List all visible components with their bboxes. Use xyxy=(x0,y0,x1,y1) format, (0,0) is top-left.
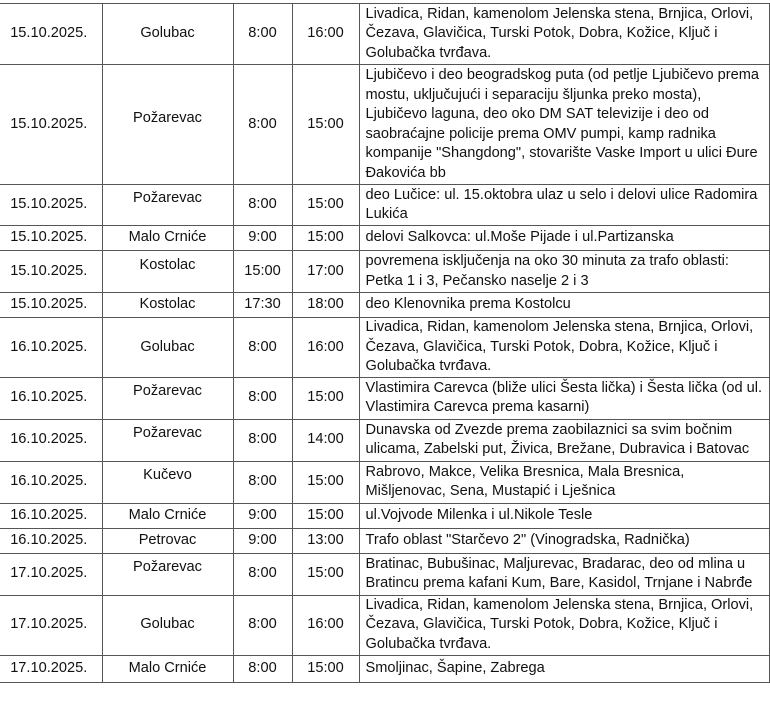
start-time-cell: 8:00 xyxy=(233,65,292,185)
place-name: Petrovac xyxy=(138,531,197,548)
area-cell: povremena isključenja na oko 30 minuta za trafo oblasti: Petka 1 i 3, Pečansko naselje 2 i 3 xyxy=(359,251,769,293)
date-cell: 15.10.2025. xyxy=(0,4,102,65)
place-name: Požarevac xyxy=(133,109,202,126)
area-cell: Dunavska od Zvezde prema zaobilaznici sa svim bočnim ulicama, Zabelski put, Živica, Brežane, Dubravica i Batovac xyxy=(359,419,769,461)
table-row xyxy=(0,655,769,682)
area-cell: Livadica, Ridan, kamenolom Jelenska stena, Brnjica, Orlovi, Čezava, Glavičica, Turski Potok, Dobra, Kožice, Ključ i Golubačka tvrđava. xyxy=(359,318,769,378)
place-name: Požarevac xyxy=(133,425,202,442)
end-time-cell: 15:00 xyxy=(292,226,359,251)
start-time-cell: 8:00 xyxy=(233,4,292,65)
outage-schedule-table xyxy=(0,3,770,683)
place-name: Malo Crniće xyxy=(128,659,207,676)
area-cell: Vlastimira Carevca (bliže ulici Šesta lička) i Šesta lička (od ul. Vlastimira Carevca prema kasarni) xyxy=(359,377,769,419)
start-time-cell: 15:00 xyxy=(233,251,292,293)
end-time-cell: 15:00 xyxy=(292,185,359,226)
end-time-cell: 15:00 xyxy=(292,461,359,503)
table-row xyxy=(0,377,769,419)
end-time-cell: 13:00 xyxy=(292,528,359,553)
date-cell: 16.10.2025. xyxy=(0,318,102,378)
end-time-cell: 15:00 xyxy=(292,65,359,185)
date-cell: 16.10.2025. xyxy=(0,377,102,419)
place-cell xyxy=(102,251,233,293)
place-cell xyxy=(102,461,233,503)
area-cell: Ljubičevo i deo beogradskog puta (od petlje Ljubičevo prema mostu, uključujući i separaciju šljunka preko mosta), Ljubičevo laguna, deo oko DM SAT televizije i deo od saobraćajne policije prema OMV pumpi, kamp radnika kompanije "Shangdong", stovarište Vaske Import u ulici Đure Đakovića bb xyxy=(359,65,769,185)
table-row xyxy=(0,419,769,461)
place-name: Golubac xyxy=(140,338,195,355)
place-name: Malo Crniće xyxy=(128,506,207,523)
end-time-cell: 16:00 xyxy=(292,4,359,65)
place-cell xyxy=(102,226,233,251)
date-cell: 15.10.2025. xyxy=(0,65,102,185)
place-cell xyxy=(102,553,233,595)
end-time-cell: 18:00 xyxy=(292,293,359,318)
place-name: Kostolac xyxy=(139,256,196,273)
place-name: Golubac xyxy=(140,616,195,633)
date-cell: 15.10.2025. xyxy=(0,226,102,251)
place-cell xyxy=(102,4,233,65)
table-row xyxy=(0,528,769,553)
place-cell xyxy=(102,293,233,318)
start-time-cell: 9:00 xyxy=(233,226,292,251)
place-cell xyxy=(102,503,233,528)
end-time-cell: 15:00 xyxy=(292,655,359,682)
date-cell: 17.10.2025. xyxy=(0,655,102,682)
place-cell xyxy=(102,318,233,378)
area-cell: Bratinac, Bubušinac, Maljurevac, Bradarac, deo od mlina u Bratincu prema kafani Kum, Bare, Kasidol, Trnjane i Nabrđe xyxy=(359,553,769,595)
start-time-cell: 8:00 xyxy=(233,318,292,378)
place-cell xyxy=(102,377,233,419)
place-name: Požarevac xyxy=(133,190,202,207)
date-cell: 16.10.2025. xyxy=(0,503,102,528)
table-row xyxy=(0,185,769,226)
end-time-cell: 16:00 xyxy=(292,318,359,378)
table-row xyxy=(0,4,769,65)
end-time-cell: 16:00 xyxy=(292,595,359,655)
date-cell: 15.10.2025. xyxy=(0,251,102,293)
date-cell: 16.10.2025. xyxy=(0,461,102,503)
area-cell: deo Lučice: ul. 15.oktobra ulaz u selo i delovi ulice Radomira Lukića xyxy=(359,185,769,226)
place-cell xyxy=(102,655,233,682)
table-row xyxy=(0,553,769,595)
date-cell: 17.10.2025. xyxy=(0,553,102,595)
end-time-cell: 15:00 xyxy=(292,503,359,528)
start-time-cell: 8:00 xyxy=(233,553,292,595)
place-name: Malo Crniće xyxy=(128,229,207,246)
date-cell: 15.10.2025. xyxy=(0,293,102,318)
place-name: Kučevo xyxy=(143,467,192,484)
area-cell: Livadica, Ridan, kamenolom Jelenska stena, Brnjica, Orlovi, Čezava, Glavičica, Turski Potok, Dobra, Kožice, Ključ i Golubačka tvrđava. xyxy=(359,595,769,655)
start-time-cell: 9:00 xyxy=(233,503,292,528)
place-cell xyxy=(102,595,233,655)
end-time-cell: 15:00 xyxy=(292,553,359,595)
start-time-cell: 8:00 xyxy=(233,185,292,226)
area-cell: Smoljinac, Šapine, Zabrega xyxy=(359,655,769,682)
table-row xyxy=(0,293,769,318)
place-name: Požarevac xyxy=(133,383,202,400)
area-cell: Rabrovo, Makce, Velika Bresnica, Mala Bresnica, Mišljenovac, Sena, Mustapić i Lješnica xyxy=(359,461,769,503)
area-cell: delovi Salkovca: ul.Moše Pijade i ul.Partizanska xyxy=(359,226,769,251)
place-cell xyxy=(102,419,233,461)
start-time-cell: 17:30 xyxy=(233,293,292,318)
start-time-cell: 8:00 xyxy=(233,655,292,682)
start-time-cell: 8:00 xyxy=(233,595,292,655)
outage-schedule-table-wrapper xyxy=(0,3,769,683)
start-time-cell: 8:00 xyxy=(233,377,292,419)
place-cell xyxy=(102,65,233,185)
date-cell: 17.10.2025. xyxy=(0,595,102,655)
table-row xyxy=(0,251,769,293)
place-name: Požarevac xyxy=(133,559,202,576)
date-cell: 16.10.2025. xyxy=(0,528,102,553)
area-cell: ul.Vojvode Milenka i ul.Nikole Tesle xyxy=(359,503,769,528)
end-time-cell: 14:00 xyxy=(292,419,359,461)
area-cell: Trafo oblast "Starčevo 2" (Vinogradska, Radnička) xyxy=(359,528,769,553)
table-row xyxy=(0,318,769,378)
place-cell xyxy=(102,185,233,226)
start-time-cell: 8:00 xyxy=(233,419,292,461)
end-time-cell: 15:00 xyxy=(292,377,359,419)
area-cell: deo Klenovnika prema Kostolcu xyxy=(359,293,769,318)
table-row xyxy=(0,503,769,528)
area-cell: Livadica, Ridan, kamenolom Jelenska stena, Brnjica, Orlovi, Čezava, Glavičica, Turski Potok, Dobra, Kožice, Ključ i Golubačka tvrđava. xyxy=(359,4,769,65)
place-name: Golubac xyxy=(140,25,195,42)
table-row xyxy=(0,226,769,251)
table-row xyxy=(0,595,769,655)
place-name: Kostolac xyxy=(139,296,196,313)
date-cell: 15.10.2025. xyxy=(0,185,102,226)
start-time-cell: 8:00 xyxy=(233,461,292,503)
end-time-cell: 17:00 xyxy=(292,251,359,293)
table-row xyxy=(0,461,769,503)
table-row xyxy=(0,65,769,185)
place-cell xyxy=(102,528,233,553)
start-time-cell: 9:00 xyxy=(233,528,292,553)
date-cell: 16.10.2025. xyxy=(0,419,102,461)
